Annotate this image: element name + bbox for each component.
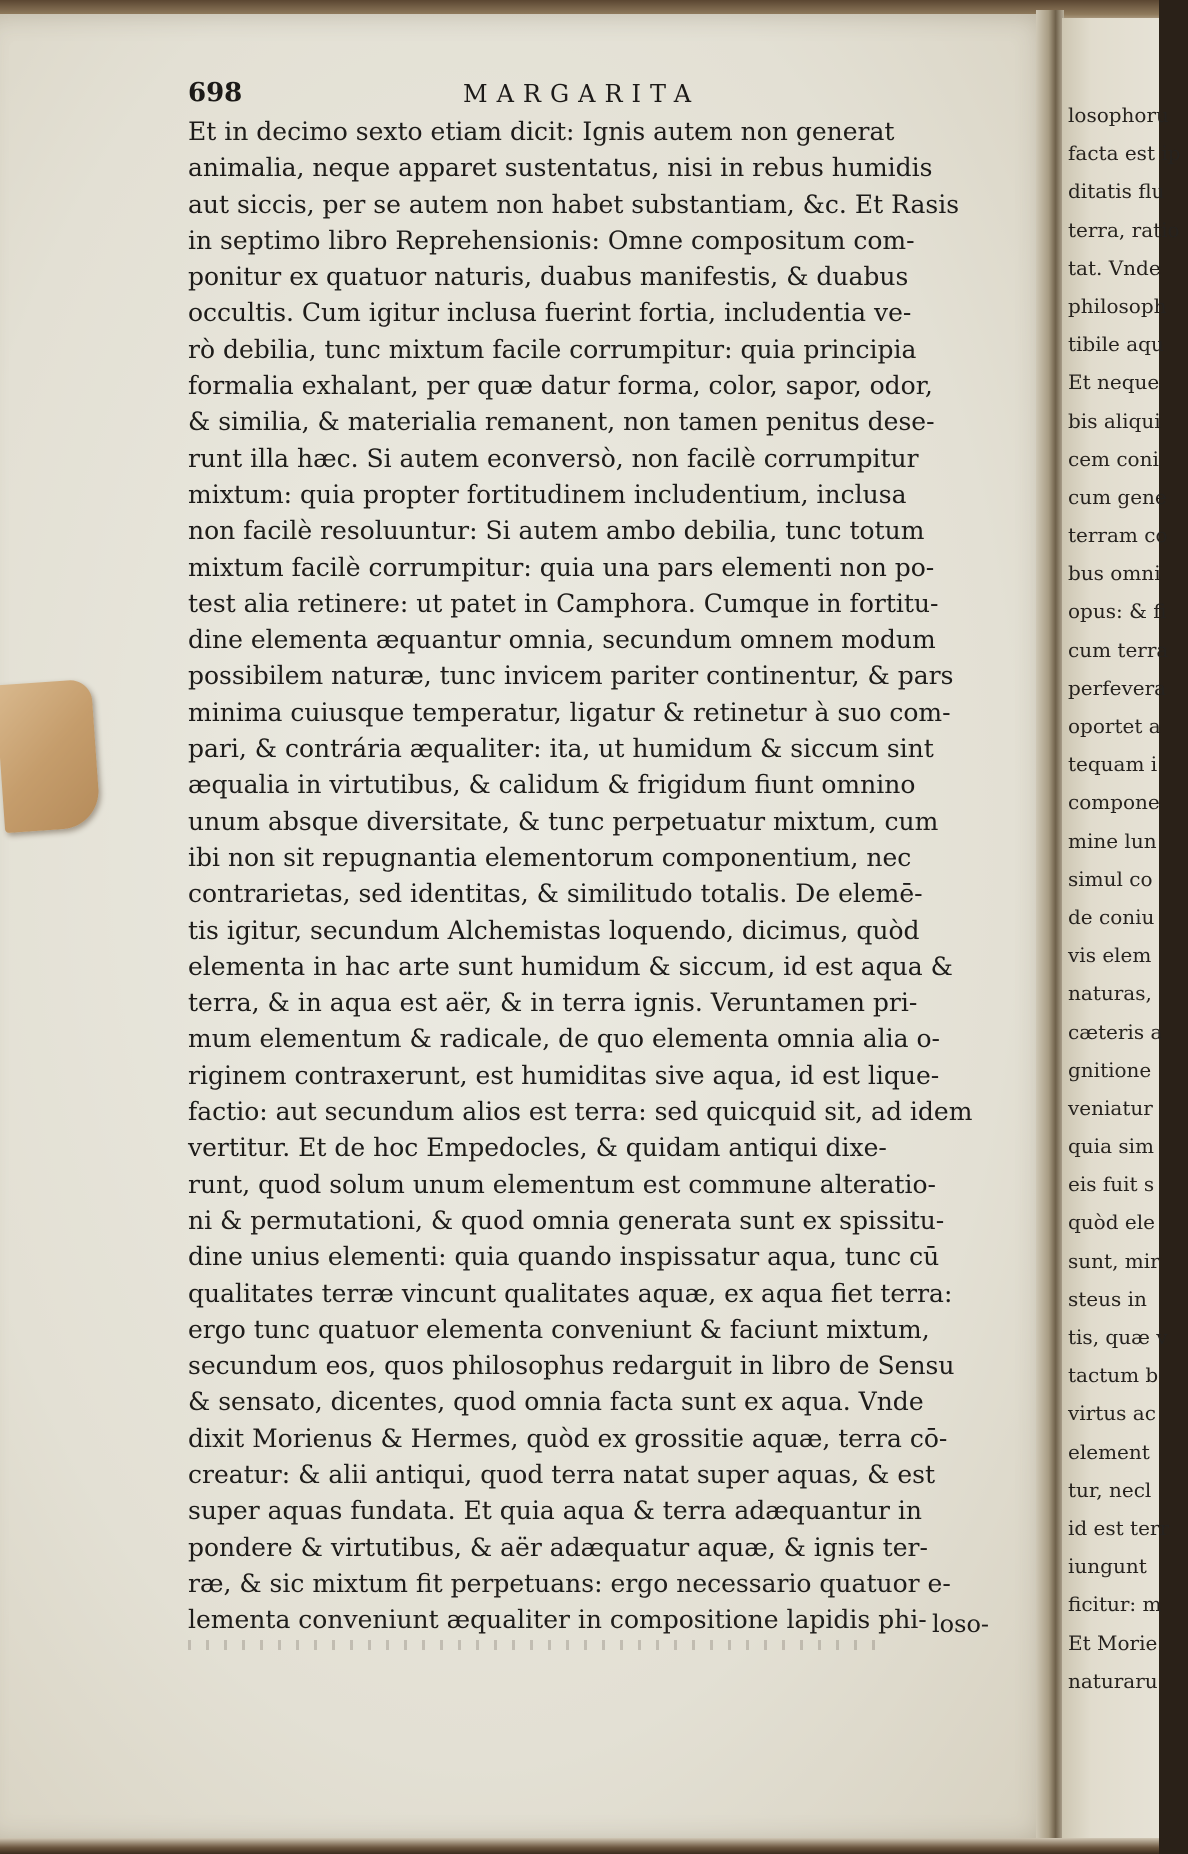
right-page-text	[1068, 96, 1188, 1700]
right-page-text-line: compone	[1068, 790, 1160, 815]
text-line: vertitur. Et de hoc Empedocles, & quidam antiqui dixe-	[188, 1133, 887, 1163]
right-page-text-line: element	[1068, 1439, 1150, 1464]
right-page-text-line: tur, necl	[1068, 1477, 1152, 1502]
text-line: ni & permutationi, & quod omnia generata sunt ex spissitu-	[188, 1205, 945, 1235]
text-line: & sensato, dicentes, quod omnia facta sunt ex aqua. Vnde	[188, 1387, 924, 1417]
right-page-text-line: iungunt	[1068, 1554, 1147, 1579]
right-page-text-line: eis fuit s	[1068, 1172, 1155, 1197]
text-line: mixtum facilè corrumpitur: quia una pars elementi non po-	[188, 552, 935, 582]
book-bottom-edge	[0, 1838, 1159, 1854]
text-line: pondere & virtutibus, & aër adæquatur aquæ, & ignis ter-	[188, 1532, 928, 1562]
right-page-text-line: oportet a	[1068, 714, 1161, 738]
text-line: dixit Morienus & Hermes, quòd ex grossitie aquæ, terra cō-	[188, 1423, 948, 1453]
right-page-text-line: Et neque	[1068, 370, 1160, 395]
right-page-text-line: sunt, mir	[1068, 1248, 1160, 1273]
right-page-text-line: steus in	[1068, 1286, 1147, 1311]
text-line: tis igitur, secundum Alchemistas loquendo, dicimus, quòd	[188, 915, 920, 945]
text-line: dine elementa æquantur omnia, secundum omnem modum	[188, 625, 936, 655]
text-line: rò debilia, tunc mixtum facile corrumpitur: quia principia	[188, 334, 917, 364]
right-page	[1062, 18, 1181, 1844]
text-line: elementa in hac arte sunt humidum & siccum, id est aqua &	[188, 951, 953, 981]
text-line: secundum eos, quos philosophus redarguit in libro de Sensu	[188, 1351, 955, 1381]
right-page-text-line: cum terra	[1068, 637, 1169, 662]
text-line: ræ, & sic mixtum fit perpetuans: ergo necessario quatuor e-	[188, 1568, 951, 1598]
text-line: in septimo libro Reprehensionis: Omne compositum com-	[188, 225, 915, 255]
right-page-text-line: losophoru	[1068, 103, 1169, 127]
text-line: non facilè resoluuntur: Si autem ambo debilia, tunc totum	[188, 516, 925, 546]
page-tab-marker	[0, 679, 101, 833]
catchword: loso-	[932, 1610, 989, 1638]
right-page-text-line: gnitione	[1068, 1057, 1152, 1082]
right-page-text-line: simul co	[1068, 866, 1153, 891]
text-line: ergo tunc quatuor elementa conveniunt & faciunt mixtum,	[188, 1314, 930, 1344]
right-page-text-line: bis aliqui	[1068, 408, 1161, 433]
text-line: super aquas fundata. Et quia aqua & terra adæquantur in	[188, 1496, 923, 1526]
text-line: lementa conveniunt æqualiter in compositione lapidis phi-	[188, 1605, 927, 1635]
text-line: occultis. Cum igitur inclusa fuerint fortia, includentia ve-	[188, 298, 912, 328]
text-line: aut siccis, per se autem non habet substantiam, &c. Et Rasis	[188, 189, 960, 219]
book-gutter	[1036, 10, 1064, 1846]
text-line: riginem contraxerunt, est humiditas sive aqua, id est lique-	[188, 1060, 940, 1090]
text-line: animalia, neque apparet sustentatus, nisi in rebus humidis	[188, 153, 933, 183]
right-page-text-line: terram co	[1068, 523, 1168, 548]
right-page-text-line: Et Morie	[1068, 1630, 1158, 1655]
right-page-text-line: virtus ac	[1068, 1401, 1156, 1426]
right-page-text-line: tactum b	[1068, 1363, 1159, 1388]
text-line: pari, & contrária æqualiter: ita, ut humidum & siccum sint	[188, 734, 934, 764]
text-line: unum absque diversitate, & tunc perpetuatur mixtum, cum	[188, 806, 939, 836]
text-line: test alia retinere: ut patet in Camphora. Cumque in fortitu-	[188, 588, 939, 618]
main-text-block	[188, 114, 994, 1638]
right-page-text-line: cæteris a	[1068, 1019, 1163, 1044]
text-line: æqualia in virtutibus, & calidum & frigidum fiunt omnino	[188, 770, 916, 800]
right-page-text-line: cum gene	[1068, 484, 1167, 509]
right-page-text-line: cem coni	[1068, 446, 1159, 471]
right-page-text-line: ficitur: m	[1068, 1592, 1162, 1617]
right-page-text-line: id est terr	[1068, 1515, 1170, 1540]
text-line: formalia exhalant, per quæ datur forma, color, sapor, odor,	[188, 371, 933, 401]
text-line: Et in decimo sexto etiam dicit: Ignis autem non generat	[188, 117, 895, 146]
text-line: factio: aut secundum alios est terra: sed quicquid sit, ad idem	[188, 1097, 973, 1127]
right-page-text-line: quia sim	[1068, 1134, 1154, 1159]
page-number: 698	[188, 78, 243, 108]
text-line: terra, & in aqua est aër, & in terra ignis. Veruntamen pri-	[188, 988, 918, 1018]
text-line: minima cuiusque temperatur, ligatur & retinetur à suo com-	[188, 697, 951, 727]
right-page-text-line: perfevera	[1068, 675, 1167, 700]
show-through-line	[188, 1640, 888, 1650]
text-line: dine unius elementi: quia quando inspissatur aqua, tunc cū	[188, 1242, 940, 1272]
right-page-text-line: naturaru	[1068, 1668, 1158, 1693]
right-page-text-line: tis, quæ v	[1068, 1325, 1168, 1349]
text-line: ponitur ex quatuor naturis, duabus manifestis, & duabus	[188, 262, 909, 292]
right-page-text-line: philosoph	[1068, 293, 1167, 318]
right-page-text-line: de coniu	[1068, 904, 1155, 929]
text-line: contrarietas, sed identitas, & similitudo totalis. De elemē-	[188, 879, 923, 909]
text-line: runt illa hæc. Si autem econversò, non facilè corrumpitur	[188, 443, 919, 473]
right-page-text-line: quòd ele	[1068, 1210, 1155, 1235]
right-page-text-line: tequam i	[1068, 752, 1158, 777]
text-line: mixtum: quia propter fortitudinem includentium, inclusa	[188, 479, 907, 509]
right-page-text-line: terra, ratio	[1068, 217, 1180, 242]
right-page-text-line: opus: & fi	[1068, 599, 1167, 624]
right-page-text-line: ditatis flu	[1068, 179, 1165, 204]
right-page-text-line: mine lun	[1068, 828, 1157, 853]
right-page-text-line: veniatur	[1068, 1095, 1153, 1120]
right-page-text-line: naturas,	[1068, 981, 1152, 1006]
right-page-text-line: facta est ip	[1068, 141, 1181, 166]
text-line: mum elementum & radicale, de quo elementa omnia alia o-	[188, 1024, 940, 1054]
right-page-text-line: bus omni	[1068, 561, 1161, 586]
right-page-text-line: tat. Vnde	[1068, 255, 1161, 280]
running-title: MARGARITA	[463, 80, 701, 108]
text-line: creatur: & alii antiqui, quod terra natat super aquas, & est	[188, 1459, 935, 1489]
page-header	[188, 78, 988, 114]
right-page-text-line: tibile aqu	[1068, 332, 1164, 357]
text-line: runt, quod solum unum elementum est commune alteratio-	[188, 1169, 936, 1199]
text-line: & similia, & materialia remanent, non tamen penitus dese-	[188, 407, 935, 437]
text-line: ibi non sit repugnantia elementorum componentium, nec	[188, 842, 912, 872]
text-line: qualitates terræ vincunt qualitates aquæ, ex aqua fiet terra:	[188, 1278, 953, 1308]
text-line: possibilem naturæ, tunc invicem pariter continentur, & pars	[188, 661, 954, 691]
right-page-text-line: vis elem	[1068, 943, 1152, 968]
